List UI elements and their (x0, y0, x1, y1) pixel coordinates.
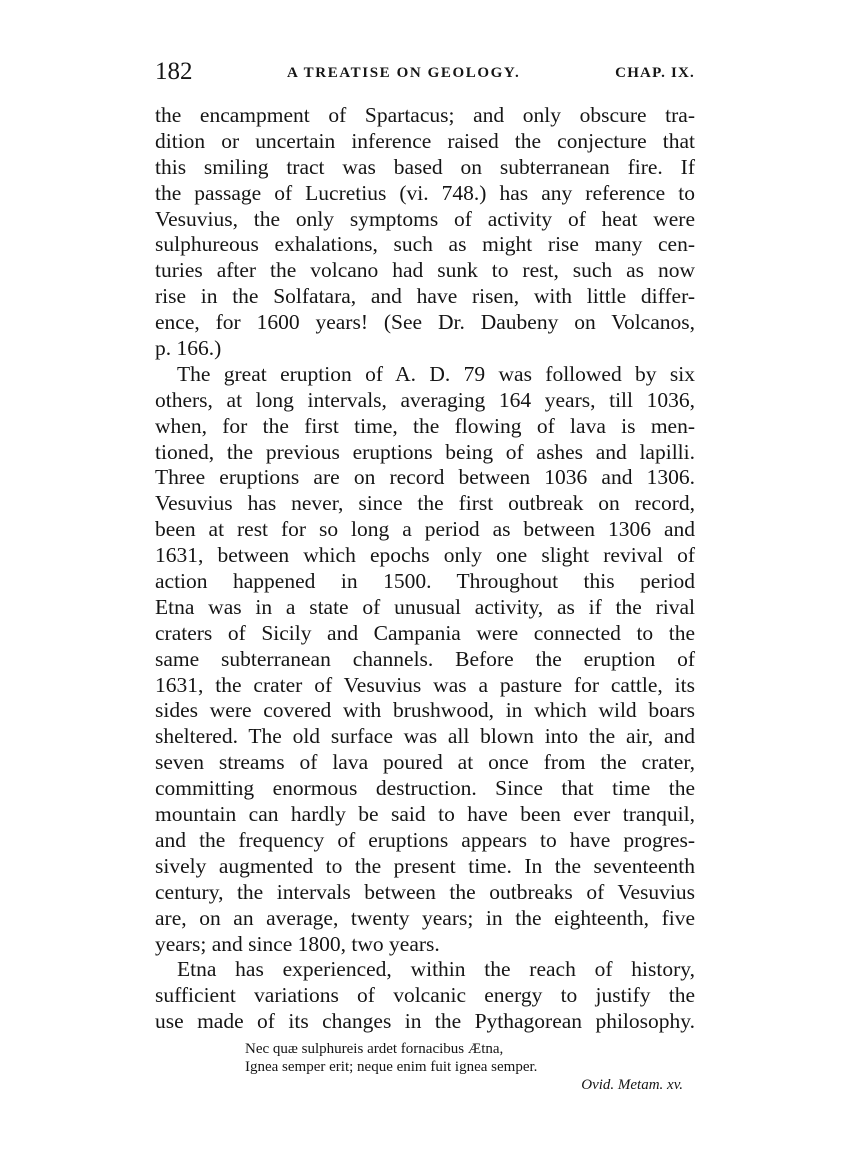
text-line: sides were covered with brushwood, in which wild boars (155, 698, 695, 723)
text-line: action happened in 1500. Throughout this period (155, 569, 695, 594)
text-line: sulphureous exhalations, such as might rise many cen- (155, 232, 695, 257)
text-line: 1631, between which epochs only one slight revival of (155, 543, 695, 568)
text-line: been at rest for so long a period as between 1306 and (155, 517, 695, 542)
text-line: sufficient variations of volcanic energy to justify the (155, 983, 695, 1008)
text-line: sively augmented to the present time. In the seventeenth (155, 853, 695, 878)
text-line: tioned, the previous eruptions being of ashes and lapilli. (155, 439, 695, 464)
text-line: mountain can hardly be said to have been ever tranquil, (155, 802, 695, 827)
text-line: craters of Sicily and Campania were connected to the (155, 620, 695, 645)
quote-line: Nec quæ sulphureis ardet fornacibus Ætna, (245, 1041, 504, 1057)
text-line: this smiling tract was based on subterranean fire. If (155, 154, 695, 179)
text-line: Three eruptions are on record between 1036 and 1306. (155, 465, 695, 490)
text-line: and the frequency of eruptions appears to have progres- (155, 827, 695, 852)
text-line: same subterranean channels. Before the eruption of (155, 646, 695, 671)
text-line: use made of its changes in the Pythagorean philosophy. (155, 1009, 695, 1034)
text-line: committing enormous destruction. Since that time the (155, 776, 695, 801)
text-line: are, on an average, twenty years; in the eighteenth, five (155, 905, 695, 930)
text-line: sheltered. The old surface was all blown into the air, and (155, 724, 695, 749)
text-line: century, the intervals between the outbreaks of Vesuvius (155, 879, 695, 904)
chapter-label: CHAP. IX. (615, 65, 695, 81)
quote-citation: Ovid. Metam. xv. (581, 1077, 683, 1093)
latin-quotation (155, 1040, 695, 1094)
text-line: ence, for 1600 years! (See Dr. Daubeny on Volcanos, (155, 310, 695, 335)
text-line: rise in the Solfatara, and have risen, with little differ- (155, 284, 695, 309)
quote-line: Ignea semper erit; neque enim fuit ignea semper. (245, 1059, 538, 1075)
paragraph-end-line: p. 166.) (155, 336, 222, 361)
running-title: A TREATISE ON GEOLOGY. (287, 65, 521, 81)
text-line: turies after the volcano had sunk to rest, such as now (155, 258, 695, 283)
text-line: Etna was in a state of unusual activity, as if the rival (155, 594, 695, 619)
page-number: 182 (155, 58, 193, 85)
text-line: Vesuvius has never, since the first outbreak on record, (155, 491, 695, 516)
running-header (155, 58, 695, 90)
paragraph-end-line: years; and since 1800, two years. (155, 931, 440, 956)
paragraph-start-line: Etna has experienced, within the reach of history, (177, 957, 695, 982)
text-line: dition or uncertain inference raised the conjecture that (155, 128, 695, 153)
text-line: when, for the first time, the flowing of lava is men- (155, 413, 695, 438)
text-line: the passage of Lucretius (vi. 748.) has any reference to (155, 180, 695, 205)
paragraph-start-line: The great eruption of A. D. 79 was followed by six (177, 361, 695, 386)
text-line: others, at long intervals, averaging 164 years, till 1036, (155, 387, 695, 412)
text-line: the encampment of Spartacus; and only obscure tra- (155, 103, 695, 127)
text-line: Vesuvius, the only symptoms of activity of heat were (155, 206, 695, 231)
text-line: seven streams of lava poured at once from the crater, (155, 750, 695, 775)
body-text (155, 103, 695, 1035)
text-line: 1631, the crater of Vesuvius was a pasture for cattle, its (155, 672, 695, 697)
